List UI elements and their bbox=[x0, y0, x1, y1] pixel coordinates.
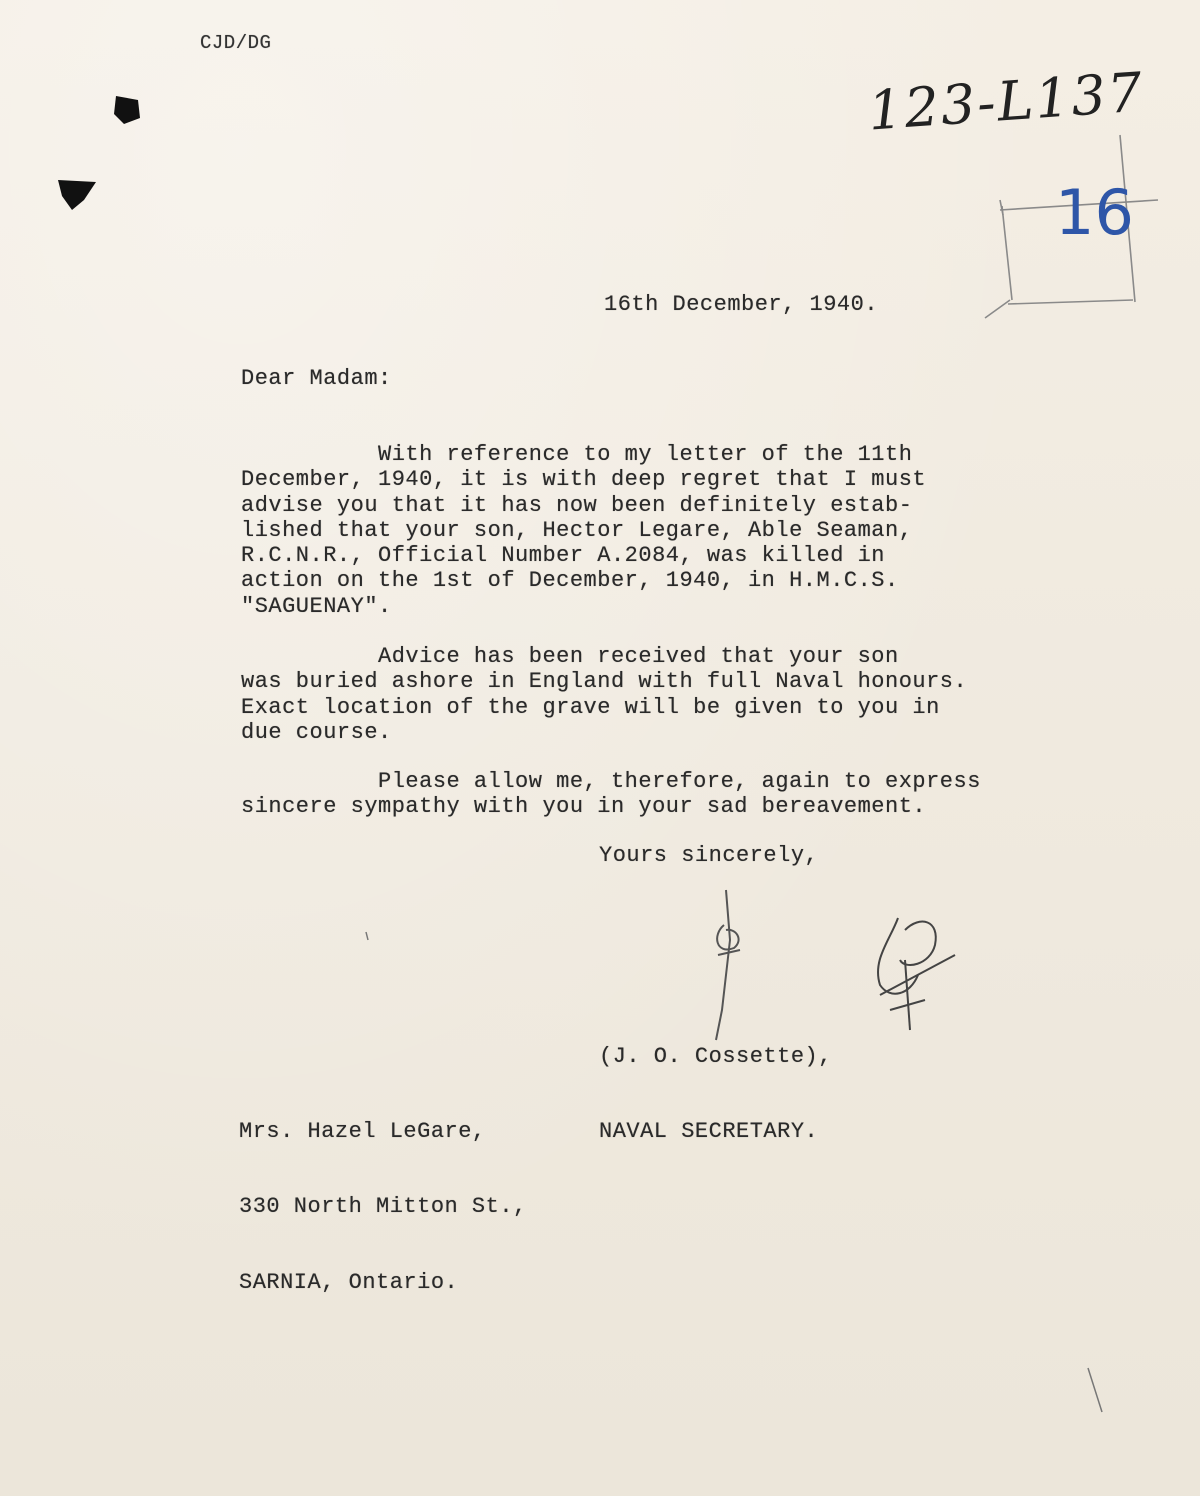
recipient-name: Mrs. Hazel LeGare, bbox=[239, 1118, 486, 1144]
complimentary-closing: Yours sincerely, bbox=[599, 843, 819, 868]
pencil-tick bbox=[1088, 1368, 1102, 1412]
signatory-name: (J. O. Cossette), bbox=[599, 1044, 832, 1069]
recipient-street: 330 North Mitton St., bbox=[239, 1194, 527, 1220]
handwritten-folio-number: 16 bbox=[1055, 176, 1134, 249]
recipient-address bbox=[239, 1068, 527, 1346]
signature-block bbox=[599, 994, 832, 1194]
body-paragraph-2: Advice has been received that your son was buried ashore in England with full Naval honours. Exact location of the grave will be given to you in due course. bbox=[241, 644, 968, 745]
reference-initials: CJD/DG bbox=[200, 32, 272, 54]
signatory-title: NAVAL SECRETARY. bbox=[599, 1119, 819, 1144]
recipient-city: SARNIA, Ontario. bbox=[239, 1270, 459, 1296]
body-paragraph-3: Please allow me, therefore, again to express sincere sympathy with you in your sad bereavement. bbox=[241, 769, 981, 820]
letter-date: 16th December, 1940. bbox=[604, 292, 879, 317]
body-paragraph-1: With reference to my letter of the 11th December, 1940, it is with deep regret that I must advise you that it has now been definitely estab- lished that your son, Hector Legare, Able Seaman, R.C.N.R., Official Number A.2084, was killed in action on the 1st of December, 1940, in H.M.C.S. "SAGUENAY". bbox=[241, 442, 927, 619]
pencil-dot bbox=[366, 932, 368, 940]
punch-hole-top bbox=[114, 96, 140, 124]
punch-hole-bottom bbox=[58, 180, 96, 210]
salutation: Dear Madam: bbox=[241, 366, 392, 391]
handwritten-file-number: 123-L137 bbox=[866, 60, 1147, 143]
handwritten-initials bbox=[878, 918, 955, 1030]
